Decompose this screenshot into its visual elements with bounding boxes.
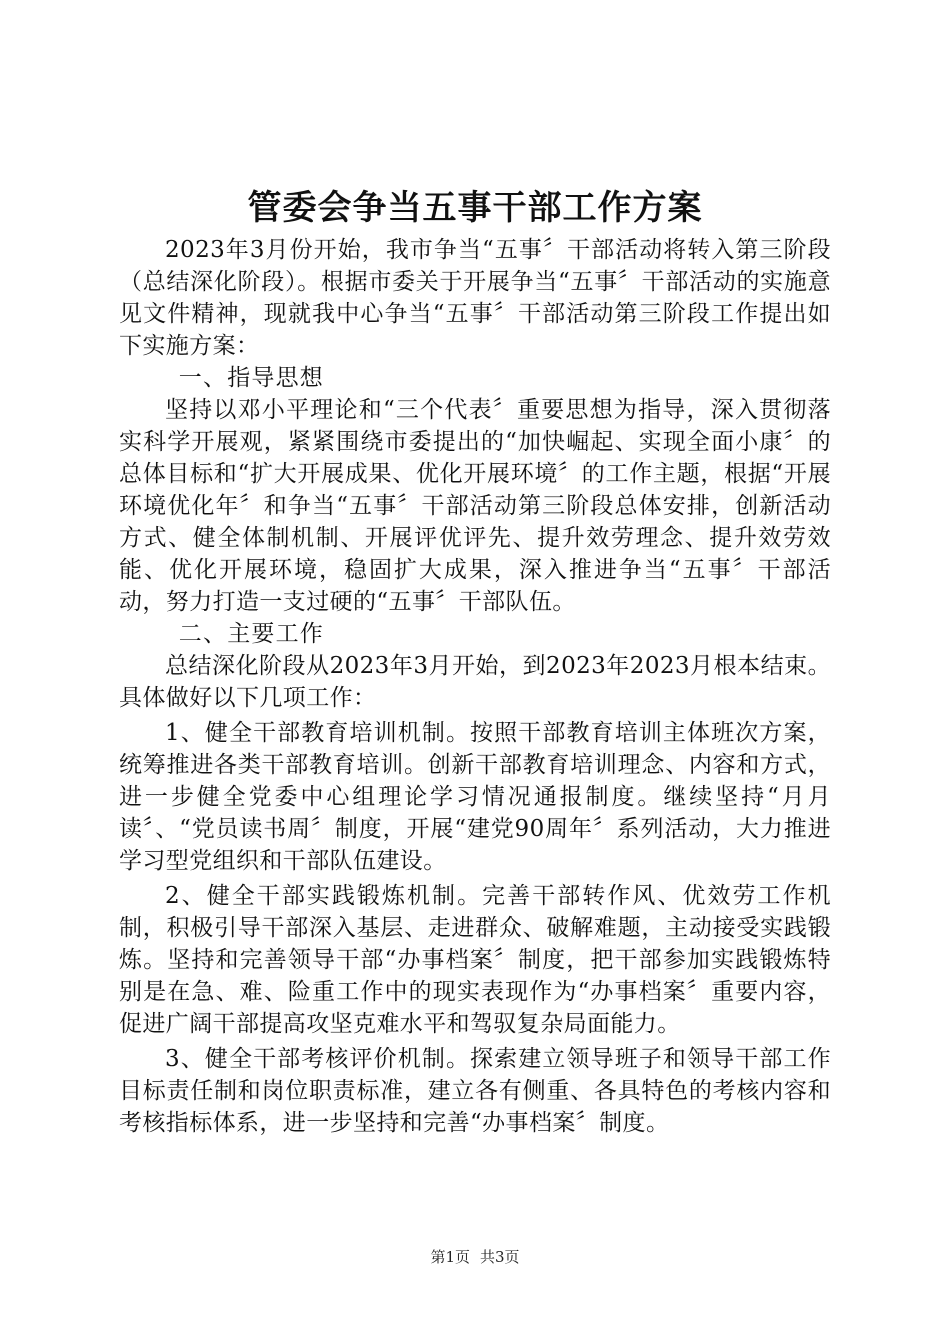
- guiding-thought-paragraph: 坚持以邓小平理论和“三个代表〞重要思想为指导，深入贯彻落实科学开展观，紧紧围绕市委提出的“加快崛起、实现全面小康〞的总体目标和“扩大开展成果、优化开展环境〞的工作主题，根据“开展环境优化年〞和争当“五事〞干部活动第三阶段总体安排，创新活动方式、健全体制机制、开展评优评先、提升效劳理念、提升效劳效能、优化开展环境，稳固扩大成果，深入推进争当“五事〞干部活动，努力打造一支过硬的“五事〞干部队伍。: [119, 397, 831, 615]
- page-total: 共3页: [480, 1248, 520, 1266]
- document-title: 管委会争当五事干部工作方案: [247, 188, 703, 228]
- document-body: [119, 234, 831, 1139]
- section-heading-main-work: 二、主要工作: [178, 621, 324, 647]
- intro-paragraph: 2023年3月份开始，我市争当“五事〞干部活动将转入第三阶段（总结深化阶段）。根据市委关于开展争当“五事〞干部活动的实施意见文件精神，现就我中心争当“五事〞干部活动第三阶段工作提出如下实施方案：: [119, 237, 831, 359]
- section-heading-guiding-thought: 一、指导思想: [178, 365, 324, 391]
- page-footer: [0, 1246, 950, 1267]
- main-work-intro-paragraph: 总结深化阶段从2023年3月开始，到2023年2023月根本结束。具体做好以下几项工作：: [119, 653, 831, 711]
- work-item-3-paragraph: 3、健全干部考核评价机制。探索建立领导班子和领导干部工作目标责任制和岗位职责标准，建立各有侧重、各具特色的考核内容和考核指标体系，进一步坚持和完善“办事档案〞制度。: [119, 1046, 831, 1136]
- work-item-1-paragraph: 1、健全干部教育培训机制。按照干部教育培训主体班次方案，统筹推进各类干部教育培训。创新干部教育培训理念、内容和方式，进一步健全党委中心组理论学习情况通报制度。继续坚持“月月读〞、“党员读书周〞制度，开展“建党90周年〞系列活动，大力推进学习型党组织和干部队伍建设。: [119, 720, 831, 874]
- page-number: 第1页: [430, 1248, 470, 1266]
- work-item-2-paragraph: 2、健全干部实践锻炼机制。完善干部转作风、优效劳工作机制，积极引导干部深入基层、走进群众、破解难题，主动接受实践锻炼。坚持和完善领导干部“办事档案〞制度，把干部参加实践锻炼特别是在急、难、险重工作中的现实表现作为“办事档案〞重要内容，促进广阔干部提高攻坚克难水平和驾驭复杂局面能力。: [119, 883, 831, 1037]
